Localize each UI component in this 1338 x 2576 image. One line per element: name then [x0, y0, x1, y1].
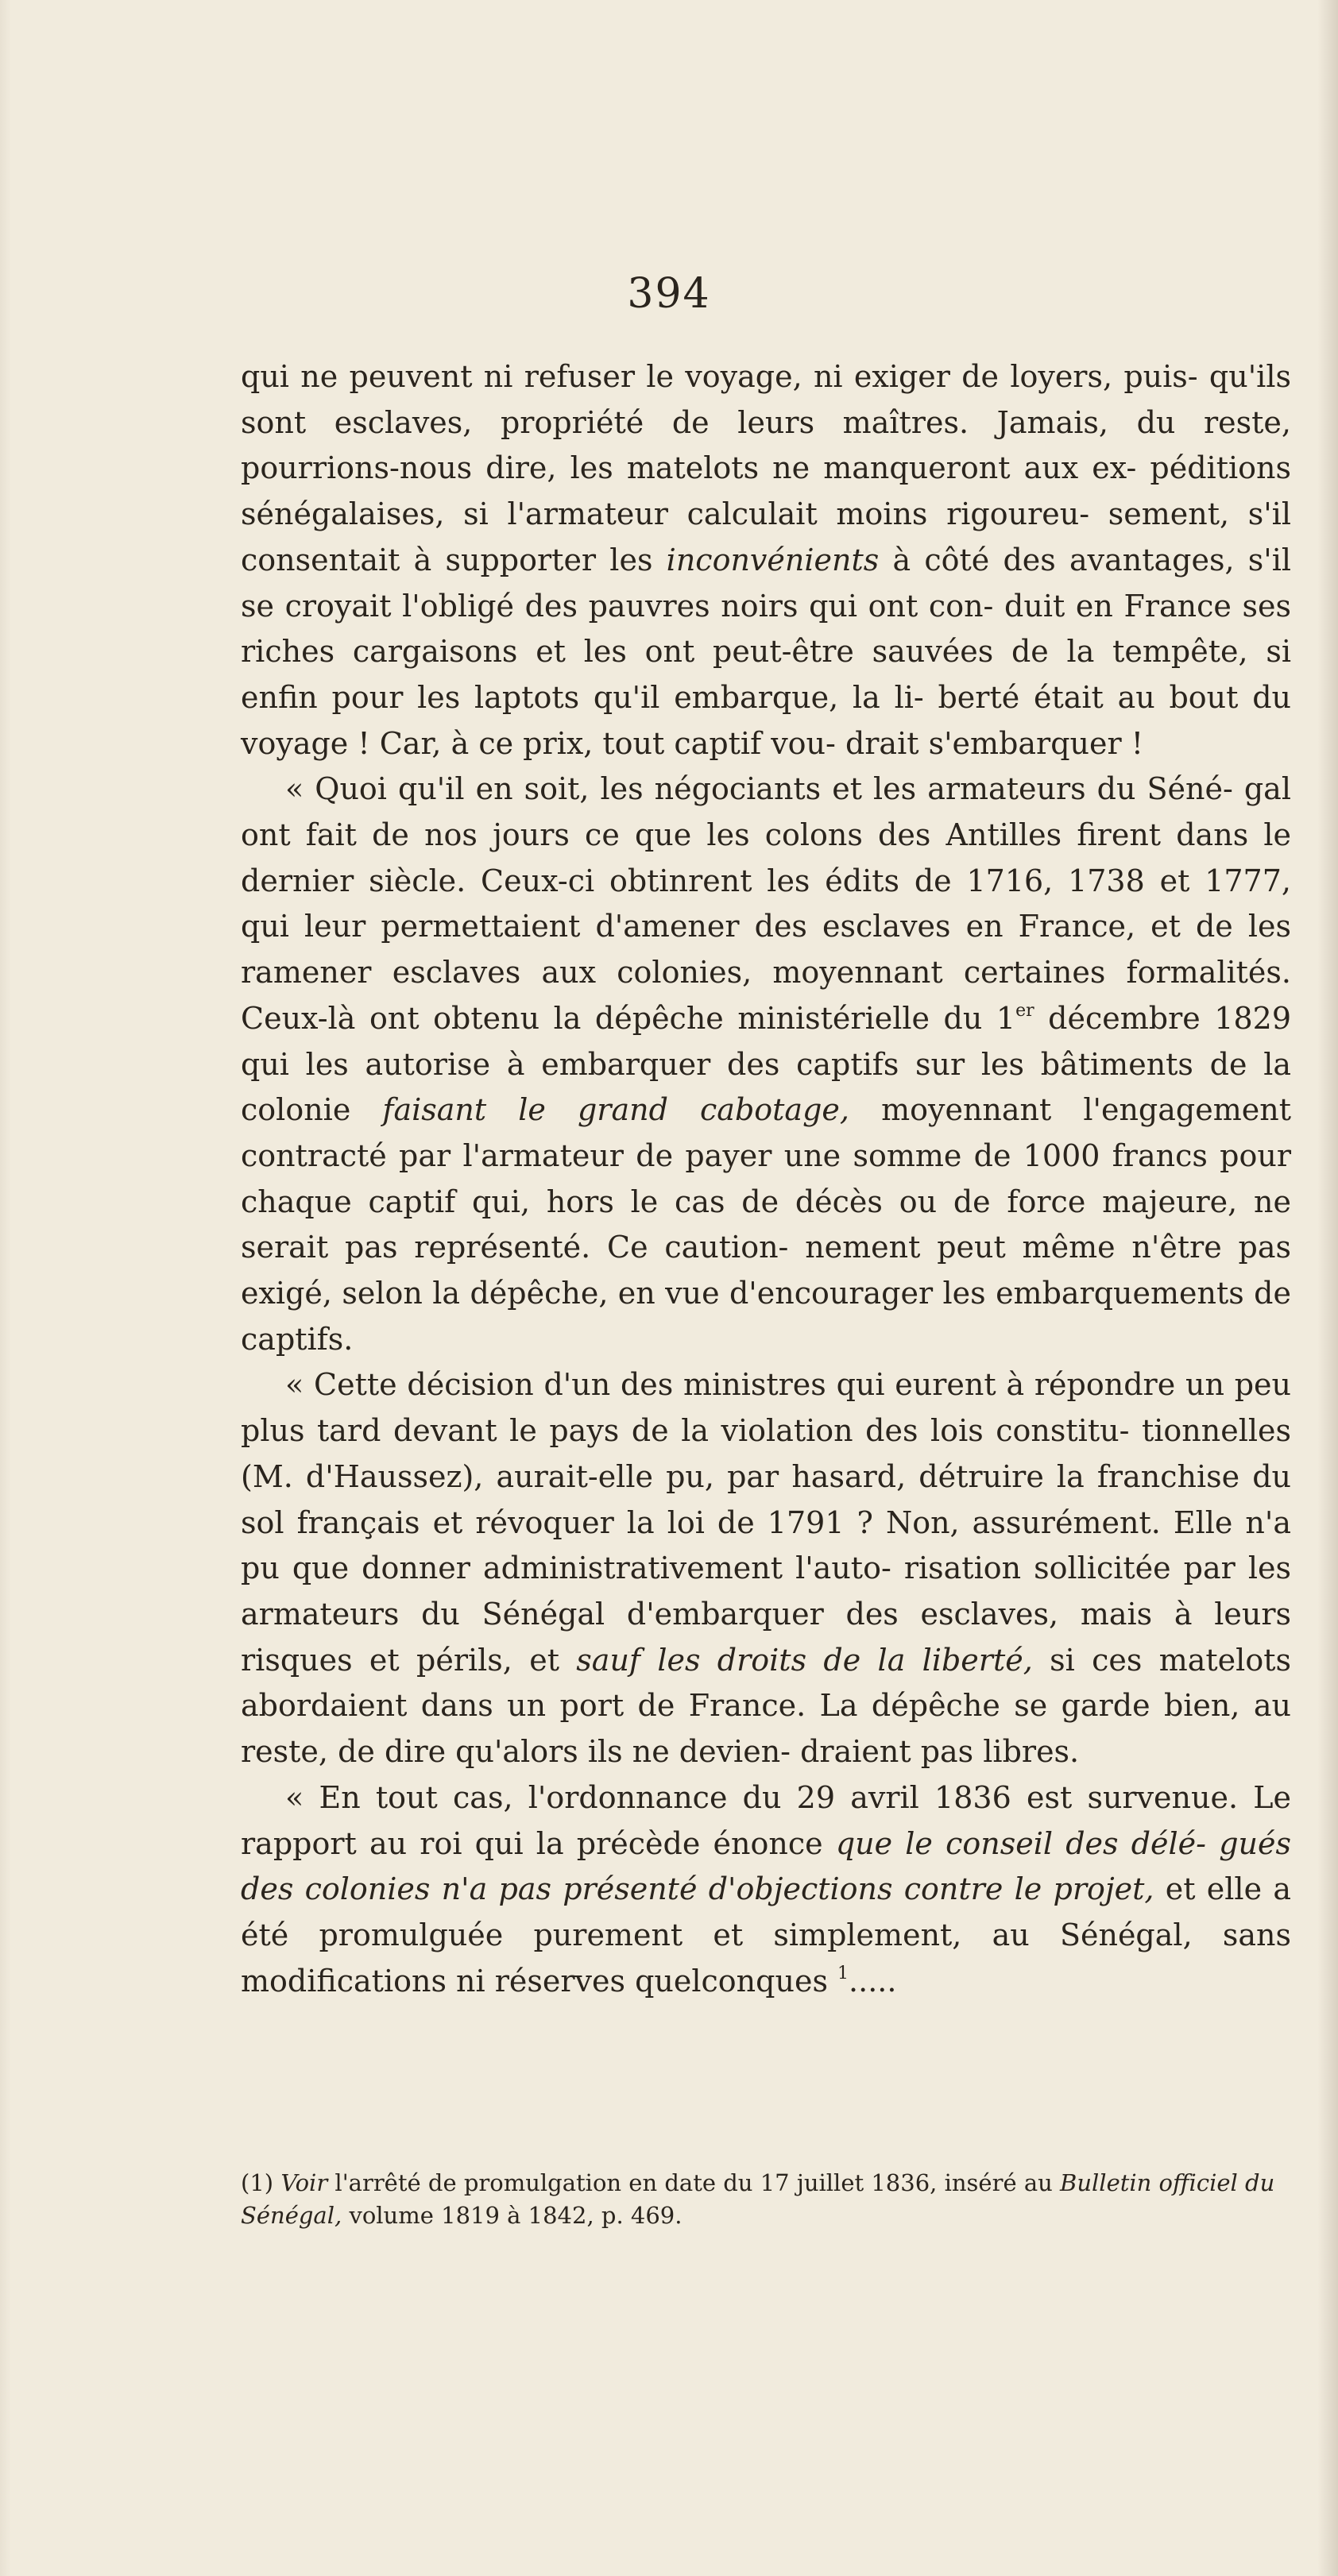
footnote-text-end: volume 1819 à 1842, p. 469. [349, 2202, 683, 2229]
paragraph-1-text: qui ne peuvent ni refuser le voyage, ni exiger de loyers, puis- qu'ils sont esclaves, propriété de leurs maîtres. Jamais, du reste, pourrions-nous dire, les matelots ne manqueront aux ex- péditions sénégalaises, si l'armateur calculait moins rigoureu- sement, s'il consentait à supporter les [241, 359, 1291, 577]
paragraph-1-end: à côté des avantages, s'il se croyait l'obligé des pauvres noirs qui ont con- duit en France ses riches cargaisons et les ont peut-être sauvées de la tempête, si enfin pour les laptots qu'il embarque, la li- berté était au bout du voyage ! Car, à ce prix, tout captif vou- drait s'embarquer ! [241, 542, 1291, 761]
paragraph-3-italic: sauf les droits de la liberté, [576, 1642, 1033, 1678]
paragraph-4 [241, 1775, 1291, 2005]
paragraph-1-italic: inconvénients [666, 542, 880, 577]
footnote [241, 2167, 1291, 2232]
footnote-marker: (1) [241, 2169, 274, 2196]
page-right-shadow [1317, 0, 1338, 2576]
paragraph-4-end: et elle a été promulguée purement et simplement, au Sénégal, sans modifications ni réserves quelconques [241, 1871, 1291, 1999]
paragraph-4-start: « En tout cas, l'ordonnance du 29 avril 1836 est survenue. Le rapport au roi qui la précède énonce [241, 1779, 1291, 1861]
footnote-reference: 1 [837, 1963, 849, 1983]
paragraph-4-tail: ..... [849, 1963, 897, 1999]
paragraph-2-end: moyennant l'engagement contracté par l'armateur de payer une somme de 1000 francs pour chaque captif qui, hors le cas de décès ou de force majeure, ne serait pas représenté. Ce caution- nement peut même n'être pas exigé, selon la dépêche, en vue d'encourager les embarquements de captifs. [241, 1092, 1291, 1357]
page-left-shadow [0, 0, 11, 2576]
superscript-er: er [1015, 1000, 1034, 1021]
paragraph-2-start: « Quoi qu'il en soit, les négociants et les armateurs du Séné- gal ont fait de nos jours ce que les colons des Antilles firent dans le dernier siècle. Ceux-ci obtinrent les édits de 1716, 1738 et 1777, qui leur permettaient d'amener des esclaves en France, et de les ramener esclaves aux colonies, moyennant certaines formalités. Ceux-là ont obtenu la dépêche ministérielle du 1 [241, 771, 1291, 1036]
paragraph-3-start: « Cette décision d'un des ministres qui eurent à répondre un peu plus tard devant le pays de la violation des lois constitu- tionnelles (M. d'Haussez), aurait-elle pu, par hasard, détruire la franchise du sol français et révoquer la loi de 1791 ? Non, assurément. Elle n'a pu que donner administrativement l'auto- risation sollicitée par les armateurs du Sénégal d'embarquer des esclaves, mais à leurs risques et périls, et [241, 1367, 1291, 1678]
body-text [241, 354, 1291, 2004]
page-number: 394 [627, 270, 711, 318]
paragraph-3 [241, 1362, 1291, 1775]
paragraph-3-end: si ces matelots abordaient dans un port de France. La dépêche se garde bien, au reste, de dire qu'alors ils ne devien- draient pas libres. [241, 1642, 1291, 1770]
footnote-voir: Voir [280, 2169, 328, 2196]
footnote-bulletin-title: Bulletin officiel du Sénégal, [241, 2169, 1275, 2229]
paragraph-2-mid: décembre 1829 qui les autorise à embarquer des captifs sur les bâtiments de la colonie [241, 1000, 1291, 1128]
paragraph-4-italic: que le conseil des délé- gués des colonies n'a pas présenté d'objections contre le projet, [241, 1825, 1291, 1907]
footnote-text-start: l'arrêté de promulgation en date du 17 juillet 1836, inséré au [334, 2169, 1053, 2196]
paragraph-2 [241, 767, 1291, 1362]
paragraph-2-italic: faisant le grand cabotage, [382, 1092, 849, 1128]
paragraph-1 [241, 354, 1291, 767]
